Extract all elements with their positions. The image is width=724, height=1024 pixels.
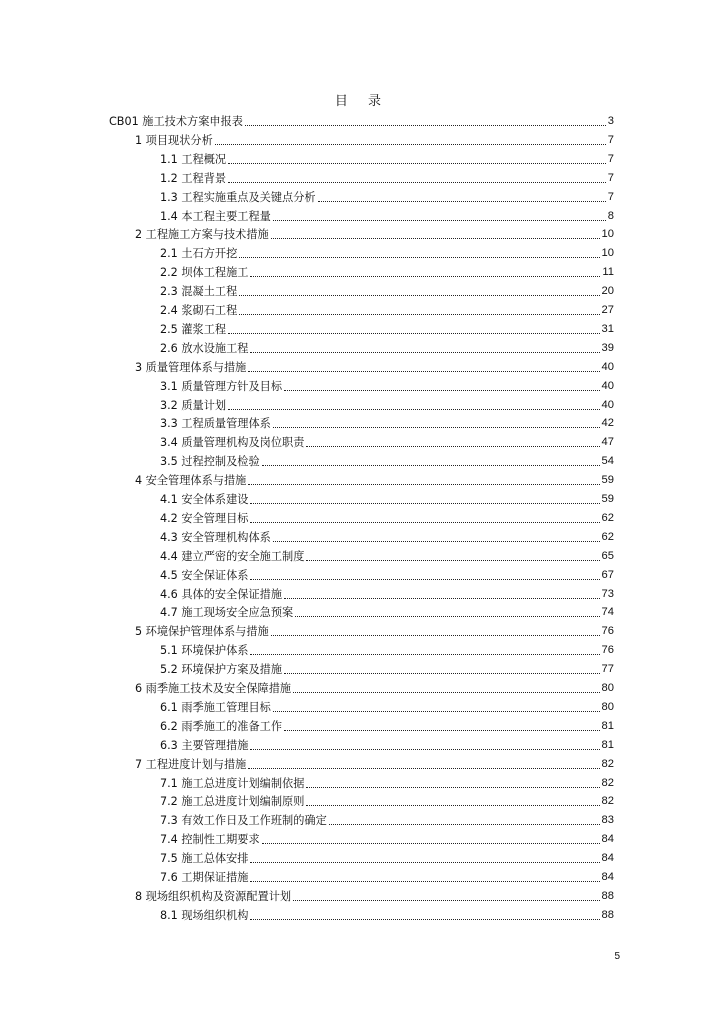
toc-entry-label: 4.6 具体的安全保证措施 xyxy=(160,587,283,601)
toc-entry[interactable] xyxy=(160,190,614,205)
toc-entry-label: CB01 施工技术方案申报表 xyxy=(109,115,243,128)
toc-entry-label: 6 雨季施工技术及安全保障措施 xyxy=(135,682,292,695)
toc-entry-label: 1.2 工程背景 xyxy=(160,171,227,185)
toc-entry-label: 6.1 雨季施工管理目标 xyxy=(160,700,271,714)
dot-leader xyxy=(248,768,599,769)
toc-entry-page-number: 20 xyxy=(601,285,614,298)
toc-entry-label: 7.3 有效工作日及工作班制的确定 xyxy=(160,814,327,828)
dot-leader xyxy=(329,824,600,825)
toc-entry-label: 4.2 安全管理目标 xyxy=(160,511,249,525)
dot-leader xyxy=(250,579,599,580)
toc-entry-page-number: 59 xyxy=(601,474,614,487)
toc-entry-page-number: 42 xyxy=(601,417,614,430)
toc-entry-page-number: 7 xyxy=(607,190,614,203)
toc-entry-label: 1.3 工程实施重点及关键点分析 xyxy=(160,190,316,204)
dot-leader xyxy=(306,560,599,561)
dot-leader xyxy=(250,503,599,504)
toc-entry[interactable] xyxy=(135,681,614,696)
toc-entry[interactable] xyxy=(160,738,614,753)
dot-leader xyxy=(293,692,599,693)
toc-entry-label: 3 质量管理体系与措施 xyxy=(135,360,247,374)
toc-entry-label: 6.2 雨季施工的准备工作 xyxy=(160,719,283,733)
toc-entry-page-number: 84 xyxy=(601,833,614,846)
footer-page-number: 5 xyxy=(614,951,620,962)
toc-entry-label: 6.3 主要管理措施 xyxy=(160,738,249,752)
toc-entry[interactable] xyxy=(160,492,614,507)
dot-leader xyxy=(306,805,599,806)
toc-entry[interactable] xyxy=(160,549,614,564)
toc-entry[interactable] xyxy=(160,700,614,715)
toc-entry[interactable] xyxy=(160,379,614,394)
dot-leader xyxy=(250,352,599,353)
toc-entry-page-number: 88 xyxy=(601,889,614,902)
toc-entry[interactable] xyxy=(160,209,614,224)
toc-entry[interactable] xyxy=(160,152,614,167)
toc-entry[interactable] xyxy=(135,473,614,488)
dot-leader xyxy=(250,276,600,277)
toc-entry-label: 7.2 施工总进度计划编制原则 xyxy=(160,795,305,809)
toc-entry-label: 4.3 安全管理机构体系 xyxy=(160,530,271,544)
toc-entry-page-number: 76 xyxy=(601,625,614,638)
toc-entry[interactable] xyxy=(160,662,614,677)
toc-entry-page-number: 67 xyxy=(601,568,614,581)
toc-entry-label: 4.4 建立严密的安全施工制度 xyxy=(160,549,305,563)
toc-entry-page-number: 10 xyxy=(601,247,614,260)
dot-leader xyxy=(271,238,600,239)
dot-leader xyxy=(273,541,600,542)
dot-leader xyxy=(250,749,599,750)
toc-entry-label: 7 工程进度计划与措施 xyxy=(135,757,247,771)
toc-entry-label: 4.7 施工现场安全应急预案 xyxy=(160,606,294,620)
dot-leader xyxy=(318,201,606,202)
dot-leader xyxy=(228,182,606,183)
toc-entry-label: 1.1 工程概况 xyxy=(160,152,227,166)
toc-entry-page-number: 62 xyxy=(601,530,614,543)
toc-entry-page-number: 80 xyxy=(601,682,614,694)
dot-leader xyxy=(273,711,600,712)
toc-entry-label: 1.4 本工程主要工程量 xyxy=(160,209,271,223)
toc-entry-page-number: 74 xyxy=(601,606,614,619)
toc-entry-label: 7.1 施工总进度计划编制依据 xyxy=(160,776,305,790)
dot-leader xyxy=(250,919,599,920)
toc-entry-page-number: 3 xyxy=(607,115,614,127)
toc-entry-page-number: 84 xyxy=(601,871,614,883)
toc-entry[interactable] xyxy=(160,416,614,431)
toc-entry-label: 7.5 施工总体安排 xyxy=(160,852,249,866)
toc-entry[interactable] xyxy=(160,794,614,809)
dot-leader xyxy=(239,257,599,258)
toc-entry-label: 2.2 坝体工程施工 xyxy=(160,266,249,280)
toc-entry-page-number: 54 xyxy=(601,455,614,468)
toc-entry-page-number: 82 xyxy=(601,776,614,789)
toc-entry-label: 5.1 环境保护体系 xyxy=(160,644,249,658)
toc-entry[interactable] xyxy=(160,398,614,413)
toc-entry[interactable] xyxy=(160,870,614,885)
dot-leader xyxy=(245,125,606,126)
dot-leader xyxy=(239,314,599,315)
toc-entry-page-number: 11 xyxy=(602,266,614,279)
dot-leader xyxy=(262,843,600,844)
toc-entry-page-number: 40 xyxy=(601,379,614,392)
toc-entry[interactable] xyxy=(160,303,614,318)
toc-entry-label: 7.6 工期保证措施 xyxy=(160,871,249,884)
toc-entry[interactable] xyxy=(135,889,614,904)
toc-entry[interactable] xyxy=(160,341,614,356)
toc-entry[interactable] xyxy=(160,284,614,299)
page-title: 目 录 xyxy=(334,94,390,109)
toc-entry-label: 3.4 质量管理机构及岗位职责 xyxy=(160,436,305,450)
toc-entry-label: 4 安全管理体系与措施 xyxy=(135,474,247,488)
toc-entry-page-number: 27 xyxy=(601,304,614,316)
toc-entry[interactable] xyxy=(160,776,614,791)
dot-leader xyxy=(295,616,599,617)
toc-entry-label: 2.4 浆砌石工程 xyxy=(160,304,238,317)
dot-leader xyxy=(228,333,599,334)
toc-entry[interactable] xyxy=(160,587,614,602)
toc-entry-page-number: 82 xyxy=(601,757,614,770)
toc-entry-page-number: 40 xyxy=(601,398,614,411)
toc-entry[interactable] xyxy=(135,624,614,639)
dot-leader xyxy=(215,144,606,145)
toc-entry-label: 7.4 控制性工期要求 xyxy=(160,833,260,847)
dot-leader xyxy=(293,900,599,901)
toc-entry-page-number: 65 xyxy=(601,549,614,562)
toc-entry[interactable] xyxy=(160,171,614,186)
toc-entry-label: 3.5 过程控制及检验 xyxy=(160,455,260,469)
toc-entry[interactable] xyxy=(160,851,614,866)
toc-entry-page-number: 88 xyxy=(601,908,614,921)
toc-entry-page-number: 59 xyxy=(601,493,614,505)
toc-entry-page-number: 80 xyxy=(601,700,614,713)
toc-entry-label: 4.5 安全保证体系 xyxy=(160,568,249,582)
dot-leader xyxy=(284,730,600,731)
dot-leader xyxy=(248,484,599,485)
dot-leader xyxy=(250,654,599,655)
toc-entry-page-number: 83 xyxy=(601,814,614,827)
toc-entry[interactable] xyxy=(135,133,614,148)
toc-entry-label: 4.1 安全体系建设 xyxy=(160,493,249,506)
dot-leader xyxy=(273,220,606,221)
toc-entry-page-number: 84 xyxy=(601,852,614,865)
toc-entry[interactable] xyxy=(160,719,614,734)
dot-leader xyxy=(250,862,599,863)
toc-entry-label: 3.1 质量管理方针及目标 xyxy=(160,379,283,393)
toc-entry-label: 5 环境保护管理体系与措施 xyxy=(135,625,269,639)
toc-entry-page-number: 39 xyxy=(601,341,614,354)
toc-entry-page-number: 76 xyxy=(601,644,614,657)
toc-entry-label: 2.6 放水设施工程 xyxy=(160,341,249,355)
toc-entry[interactable] xyxy=(160,530,614,545)
toc-entry[interactable] xyxy=(160,322,614,337)
toc-entry-page-number: 81 xyxy=(601,738,614,751)
dot-leader xyxy=(250,881,599,882)
dot-leader xyxy=(262,465,600,466)
toc-entry-page-number: 47 xyxy=(601,436,614,449)
toc-entry-page-number: 7 xyxy=(607,171,614,184)
toc-entry-label: 8.1 现场组织机构 xyxy=(160,908,249,922)
toc-entry[interactable] xyxy=(160,643,614,658)
toc-entry[interactable] xyxy=(160,435,614,450)
toc-entry[interactable] xyxy=(160,908,614,923)
toc-entry-label: 2 工程施工方案与技术措施 xyxy=(135,228,269,242)
toc-entry[interactable] xyxy=(135,360,614,375)
toc-entry-page-number: 7 xyxy=(607,133,614,146)
toc-entry-label: 5.2 环境保护方案及措施 xyxy=(160,663,283,677)
toc-entry[interactable] xyxy=(160,265,614,280)
dot-leader xyxy=(248,371,599,372)
toc-entry-page-number: 40 xyxy=(601,360,614,373)
dot-leader xyxy=(284,598,600,599)
toc-entry[interactable] xyxy=(160,511,614,526)
toc-entry-label: 2.1 土石方开挖 xyxy=(160,247,238,261)
dot-leader xyxy=(273,427,600,428)
toc-entry-page-number: 73 xyxy=(601,587,614,600)
toc-entry-label: 3.3 工程质量管理体系 xyxy=(160,417,271,431)
dot-leader xyxy=(271,635,600,636)
dot-leader xyxy=(306,446,599,447)
toc-entry-page-number: 82 xyxy=(601,795,614,808)
toc-entry[interactable] xyxy=(160,605,614,620)
toc-entry-page-number: 7 xyxy=(607,152,614,165)
dot-leader xyxy=(306,787,599,788)
dot-leader xyxy=(284,390,600,391)
toc-entry-page-number: 31 xyxy=(601,322,614,335)
dot-leader xyxy=(250,522,599,523)
toc-entry-label: 2.5 灌浆工程 xyxy=(160,322,227,336)
toc-entry[interactable] xyxy=(160,832,614,847)
toc-entry[interactable] xyxy=(135,227,614,242)
toc-entry[interactable] xyxy=(160,568,614,583)
toc-entry-page-number: 10 xyxy=(601,228,614,241)
dot-leader xyxy=(284,673,600,674)
dot-leader xyxy=(228,409,599,410)
dot-leader xyxy=(228,163,606,164)
toc-entry-page-number: 81 xyxy=(601,719,614,732)
dot-leader xyxy=(239,295,599,296)
toc-entry[interactable] xyxy=(160,454,614,469)
toc-entry-label: 8 现场组织机构及资源配置计划 xyxy=(135,889,292,903)
toc-entry-label: 2.3 混凝土工程 xyxy=(160,285,238,299)
toc-entry-label: 1 项目现状分析 xyxy=(135,133,213,147)
toc-entry[interactable] xyxy=(135,757,614,772)
toc-entry-label: 3.2 质量计划 xyxy=(160,398,227,412)
toc-entry[interactable] xyxy=(160,246,614,261)
toc-entry-page-number: 8 xyxy=(607,209,614,222)
toc-entry[interactable] xyxy=(160,813,614,828)
toc-entry-page-number: 77 xyxy=(601,663,614,676)
toc-entry[interactable] xyxy=(109,114,614,129)
toc-entry-page-number: 62 xyxy=(601,511,614,524)
